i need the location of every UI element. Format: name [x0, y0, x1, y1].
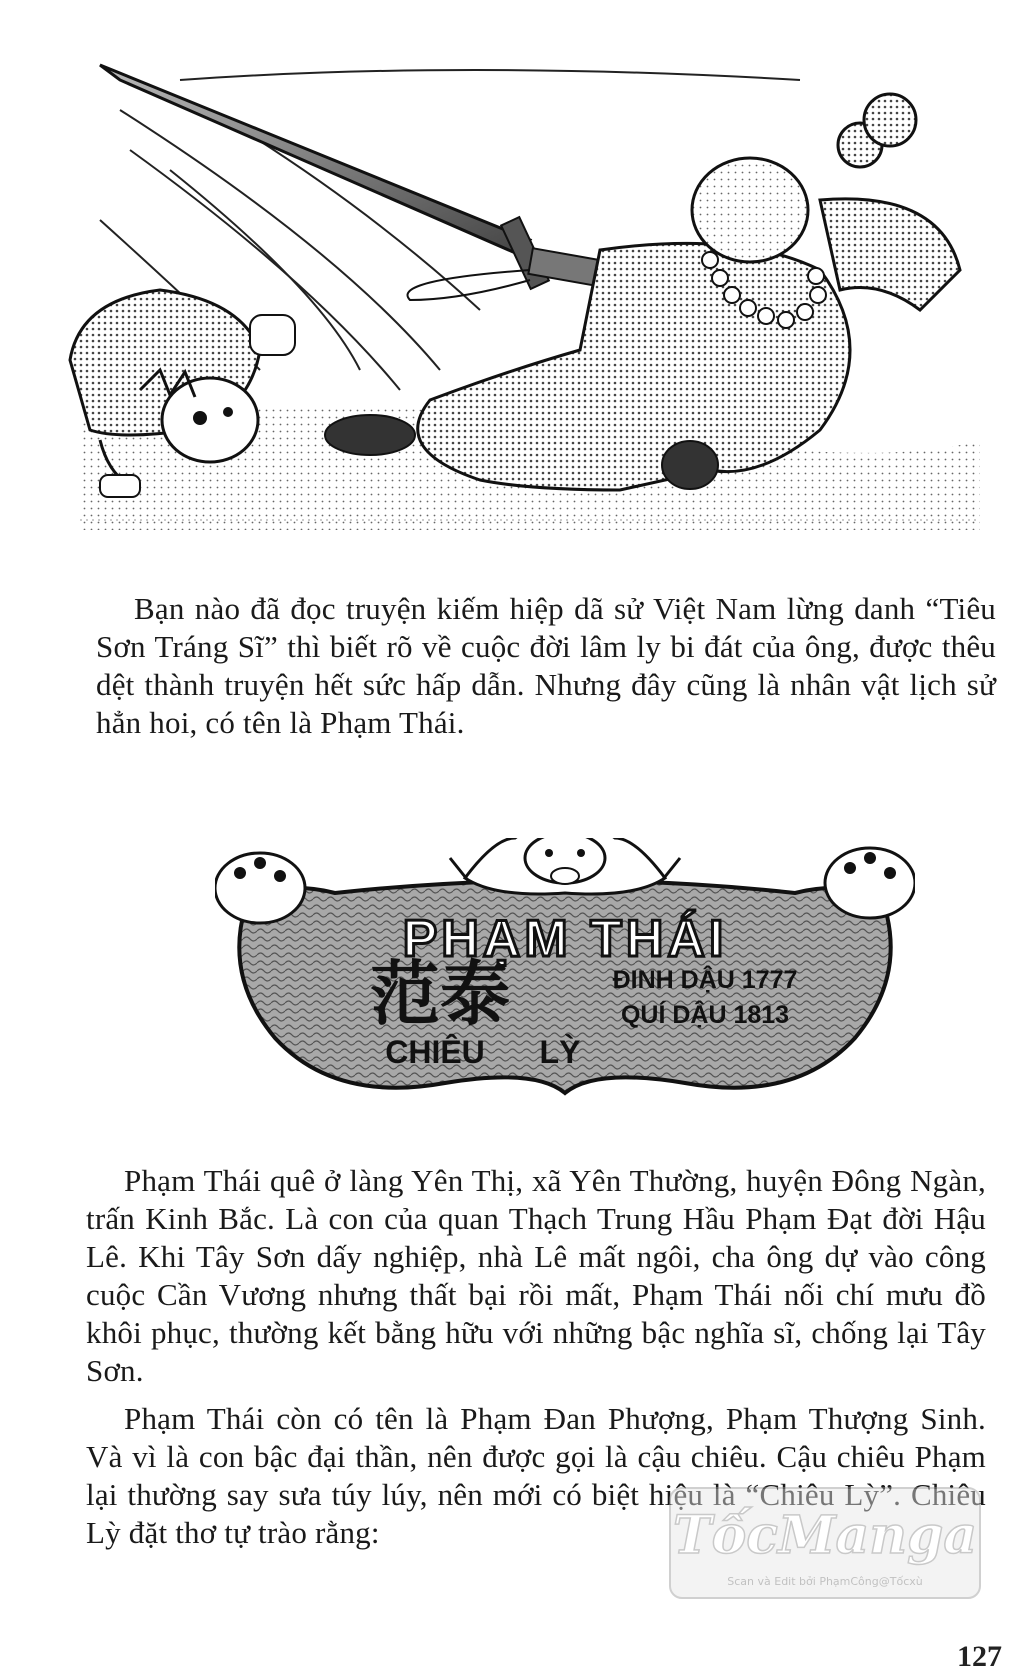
banner-name: PHẠM THÁI: [402, 910, 728, 968]
banner-nickname-right: LỲ: [539, 1034, 581, 1070]
biography-paragraph-text: Phạm Thái quê ở làng Yên Thị, xã Yên Thường, huyện Đông Ngàn, trấn Kinh Bắc. Là con của quan Thạch Trung Hầu Phạm Đạt đời Hậu Lê. Khi Tây Sơn dấy nghiệp, nhà Lê mất ngôi, cha ông dự vào công cuộc Cần Vương nhưng thất bại rồi mất, Phạm Thái nối chí mưu đồ khôi phục, thường kết bằng hữu với những bậc nghĩa sĩ, chống lại Tây Sơn.: [86, 1163, 986, 1388]
banner-nickname-left: CHIÊU: [385, 1034, 485, 1070]
nickname-paragraph-text: Phạm Thái còn có tên là Phạm Đan Phượng, Phạm Thượng Sinh. Và vì là con bậc đại thần, nên được gọi là cậu chiêu. Cậu chiêu Phạm lại thường say sưa túy lúy, nên mới có biệt hiệu là “Chiêu Lỳ”. Chiêu Lỳ đặt thơ tự trào rằng:: [86, 1401, 986, 1550]
page-number: 127: [957, 1640, 1002, 1673]
banner-hanzi: 范泰: [370, 953, 510, 1035]
svg-text:Scan và Edit bởi PhạmCông@Tốcx: Scan và Edit bởi PhạmCông@Tốcxù: [727, 1575, 923, 1588]
tocmanga-watermark-logo: [665, 1483, 985, 1608]
biography-paragraph: [86, 1162, 986, 1390]
name-banner: [215, 838, 915, 1113]
banner-death: QUÍ DẬU 1813: [620, 1001, 790, 1029]
banner-birth: ĐINH DẬU 1777: [612, 966, 798, 994]
intro-paragraph: [96, 590, 996, 742]
intro-paragraph-text: Bạn nào đã đọc truyện kiếm hiệp dã sử Việt Nam lừng danh “Tiêu Sơn Tráng Sĩ” thì biết rõ về cuộc đời lâm ly bi đát của ông, được thêu dệt thành truyện hết sức hấp dẫn. Nhưng đây cũng là nhân vật lịch sử hẳn hoi, có tên là Phạm Thái.: [96, 591, 996, 740]
svg-text:TốcManga: TốcManga: [672, 1505, 978, 1566]
sword-monk-illustration: [60, 50, 1000, 570]
